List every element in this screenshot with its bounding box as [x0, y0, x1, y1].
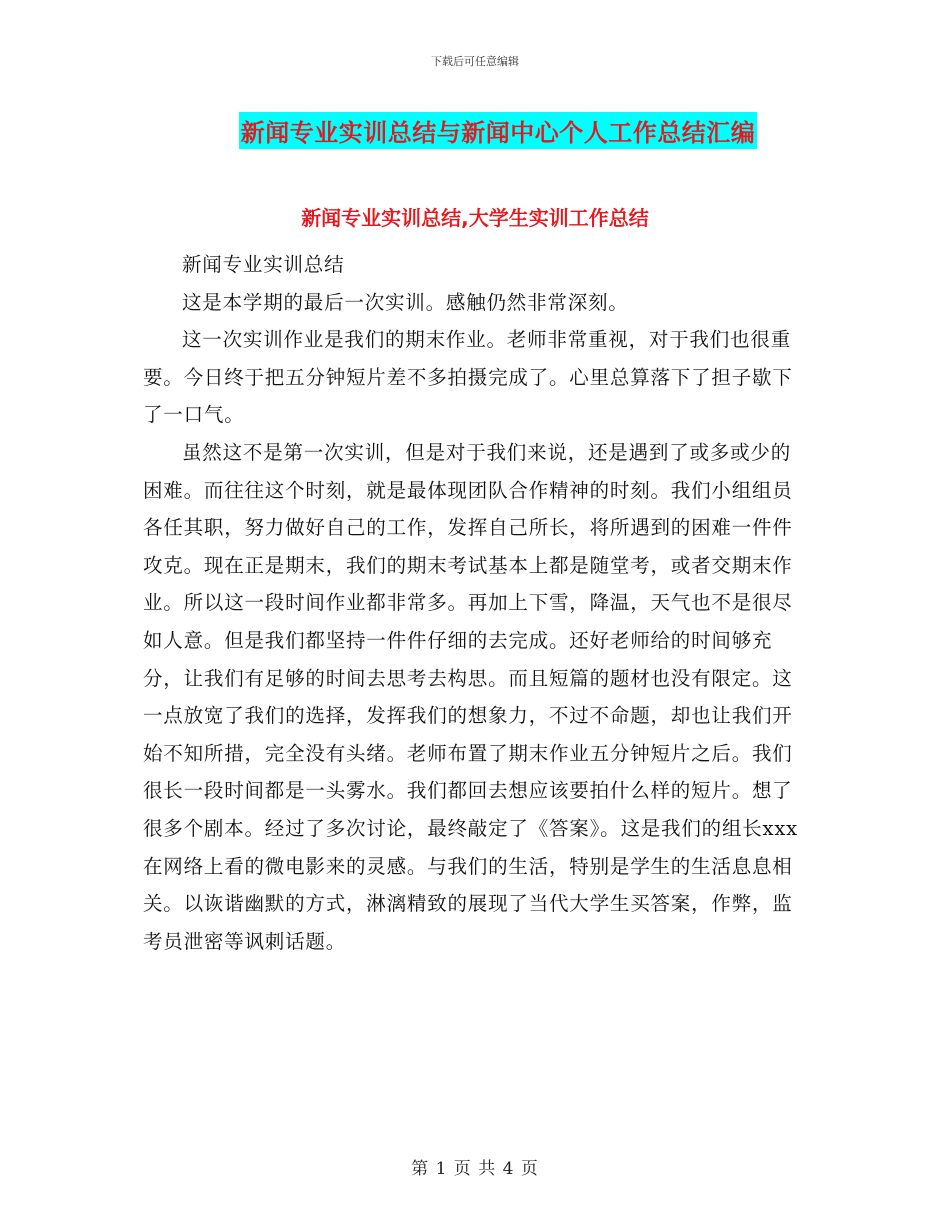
document-body [143, 246, 803, 960]
paragraph: 虽然这不是第一次实训，但是对于我们来说，还是遇到了或多或少的困难。而往往这个时刻，就是最体现团队合作精神的时刻。我们小组组员各任其职，努力做好自己的工作，发挥自己所长，将所遇到的困难一件件攻克。现在正是期末，我们的期末考试基本上都是随堂考，或者交期末作业。所以这一段时间作业都非常多。再加上下雪，降温，天气也不是很尽如人意。但是我们都坚持一件件仔细的去完成。还好老师给的时间够充分，让我们有足够的时间去思考去构思。而且短篇的题材也没有限定。这一点放宽了我们的选择，发挥我们的想象力，不过不命题，却也让我们开始不知所措，完全没有头绪。老师布置了期末作业五分钟短片之后。我们很长一段时间都是一头雾水。我们都回去想应该要拍什么样的短片。想了很多个剧本。经过了多次讨论，最终敲定了《答案》。这是我们的组长xxx在网络上看的微电影来的灵感。与我们的生活，特别是学生的生活息息相关。以诙谐幽默的方式，淋漓精致的展现了当代大学生买答案，作弊，监考员泄密等讽刺话题。 [143, 440, 798, 953]
paragraph: 这一次实训作业是我们的期末作业。老师非常重视，对于我们也很重要。今日终于把五分钟短片差不多拍摄完成了。心里总算落下了担子歇下了一口气。 [143, 328, 793, 427]
document-sub-title: 新闻专业实训总结,大学生实训工作总结 [301, 206, 649, 230]
paragraph-heading: 新闻专业实训总结 [182, 253, 345, 276]
page-number-footer: 第 1 页 共 4 页 [411, 1159, 539, 1179]
document-main-title: 新闻专业实训总结与新闻中心个人工作总结汇编 [239, 112, 758, 149]
header-note: 下载后可任意编辑 [431, 55, 519, 68]
paragraph: 这是本学期的最后一次实训。感触仍然非常深刻。 [182, 290, 629, 314]
main-title-wrap [0, 112, 950, 149]
